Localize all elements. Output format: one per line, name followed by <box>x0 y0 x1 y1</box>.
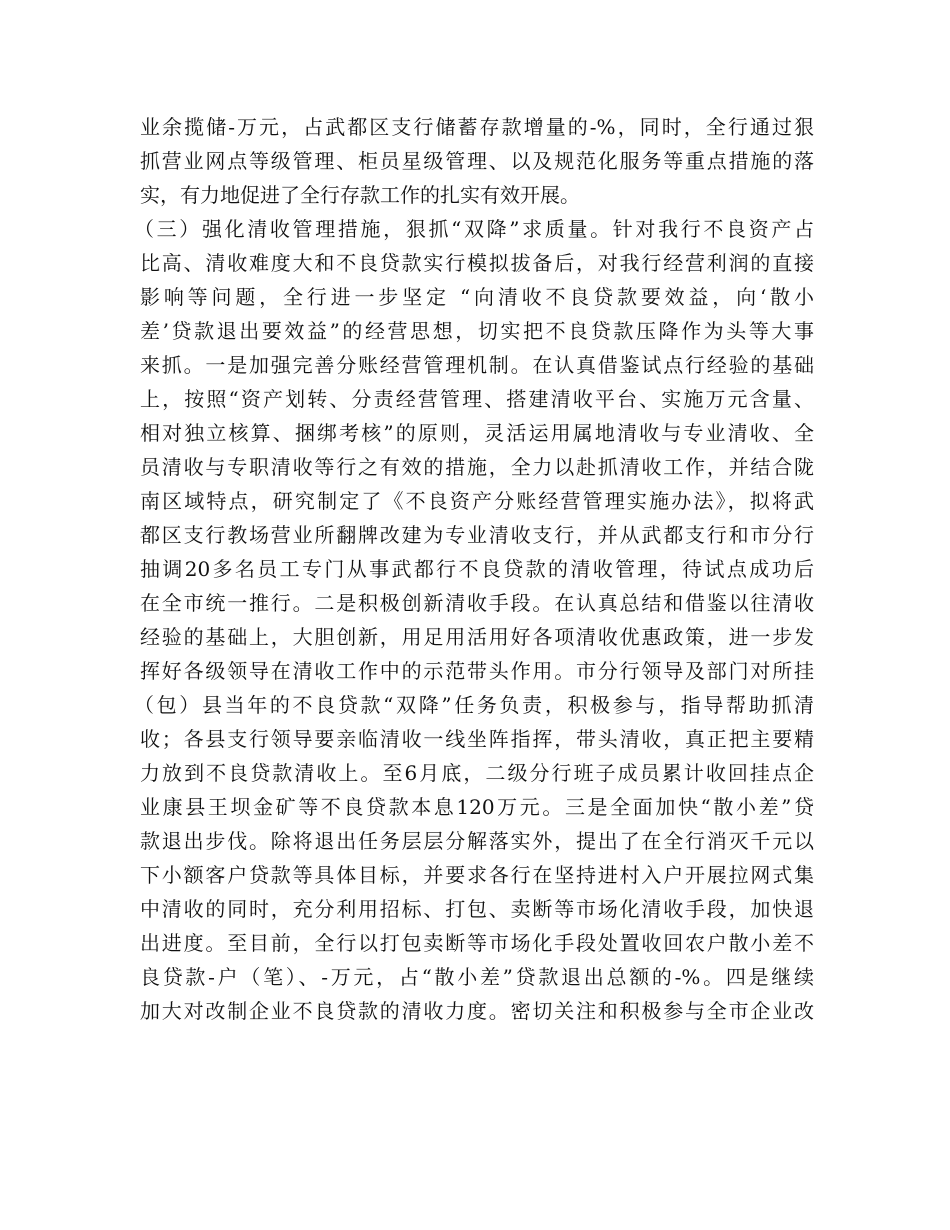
text-line: 下小额客户贷款等具体目标，并要求各行在坚持进村入户开展拉网式集 <box>140 863 814 887</box>
section-heading-line: （三）强化清收管理措施，狠抓“双降”求质量。针对我行不良资产占 <box>134 217 814 241</box>
text-line: 抓营业网点等级管理、柜员星级管理、以及规范化服务等重点措施的落 <box>140 149 814 173</box>
text-line: 实，有力地促进了全行存款工作的扎实有效开展。 <box>140 183 580 207</box>
text-line: 抽调20多名员工专门从事武都行不良贷款的清收管理，待试点成功后 <box>140 557 814 581</box>
text-line: 差’贷款退出要效益”的经营思想，切实把不良贷款压降作为头等大事 <box>140 319 814 343</box>
text-line: 来抓。一是加强完善分账经营管理机制。在认真借鉴试点行经验的基础 <box>140 353 814 377</box>
text-line: 力放到不良贷款清收上。至6月底，二级分行班子成员累计收回挂点企 <box>140 761 814 785</box>
text-line: 挥好各级领导在清收工作中的示范带头作用。市分行领导及部门对所挂 <box>140 659 814 683</box>
text-line: 比高、清收难度大和不良贷款实行模拟拔备后，对我行经营利润的直接 <box>140 251 814 275</box>
text-line: 经验的基础上，大胆创新，用足用活用好各项清收优惠政策，进一步发 <box>140 625 814 649</box>
text-line: （包）县当年的不良贷款“双降”任务负责，积极参与，指导帮助抓清 <box>134 693 814 717</box>
text-line: 款退出步伐。除将退出任务层层分解落实外，提出了在全行消灭千元以 <box>140 829 814 853</box>
text-line: 中清收的同时，充分利用招标、打包、卖断等市场化清收手段，加快退 <box>140 897 814 921</box>
text-line: 影响等问题，全行进一步坚定 “向清收不良贷款要效益，向‘散小 <box>140 285 814 309</box>
text-line: 南区域特点，研究制定了《不良资产分账经营管理实施办法》，拟将武 <box>140 489 814 513</box>
text-line: 收；各县支行领导要亲临清收一线坐阵指挥，带头清收，真正把主要精 <box>140 727 814 751</box>
text-line: 员清收与专职清收等行之有效的措施，全力以赴抓清收工作，并结合陇 <box>140 455 814 479</box>
text-line: 良贷款-户（笔）、-万元，占“散小差”贷款退出总额的-%。四是继续 <box>140 965 814 989</box>
text-line: 在全市统一推行。二是积极创新清收手段。在认真总结和借鉴以往清收 <box>140 591 814 615</box>
body-text <box>134 110 814 1028</box>
text-line: 加大对改制企业不良贷款的清收力度。密切关注和积极参与全市企业改 <box>140 999 814 1023</box>
text-line: 业康县王坝金矿等不良贷款本息120万元。三是全面加快“散小差”贷 <box>140 795 814 819</box>
text-line: 相对独立核算、捆绑考核”的原则，灵活运用属地清收与专业清收、全 <box>140 421 814 445</box>
text-line: 上，按照“资产划转、分责经营管理、搭建清收平台、实施万元含量、 <box>140 387 814 411</box>
text-line: 出进度。至目前，全行以打包卖断等市场化手段处置收回农户散小差不 <box>140 931 814 955</box>
text-line: 业余揽储-万元，占武都区支行储蓄存款增量的-%，同时，全行通过狠 <box>140 115 814 139</box>
text-line: 都区支行教场营业所翻牌改建为专业清收支行，并从武都支行和市分行 <box>140 523 814 547</box>
